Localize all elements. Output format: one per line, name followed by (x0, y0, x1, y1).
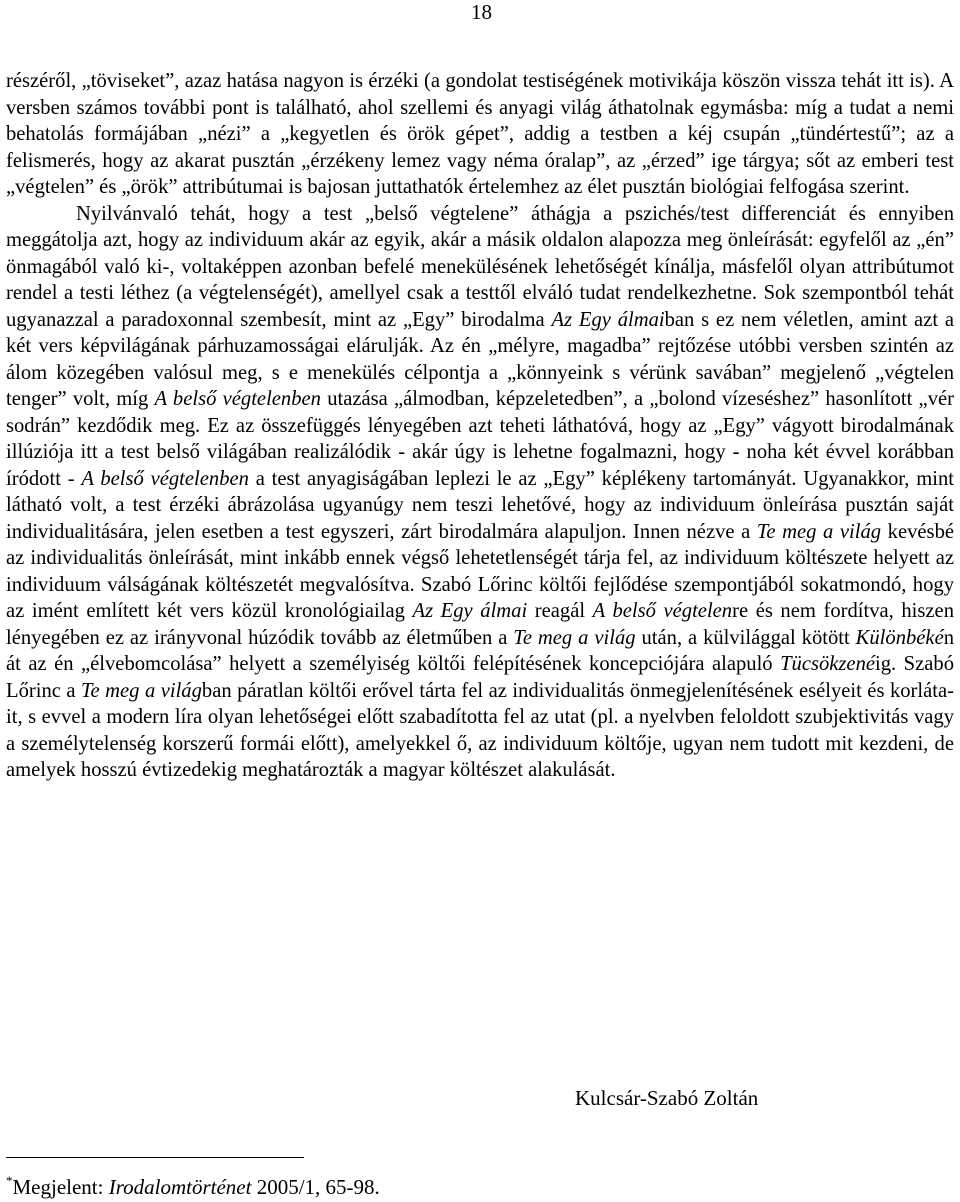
italic-title: Te meg a világ (513, 626, 636, 649)
italic-title: A belső végtelenben (81, 467, 249, 490)
italic-title: A belső végtelen (592, 600, 733, 622)
footnote-journal: Irodalomtörténet (108, 1175, 252, 1199)
italic-title: Te meg a világ (80, 679, 202, 702)
footnote-citation: 2005/1, 65-98. (251, 1175, 380, 1199)
text-run: ig. Szabó Lőrinc a (6, 653, 954, 702)
text-run: ban páratlan költői erővel tárta fel az individualitás önmegjelenítésének esélyeit és korlátаit, s evvel a modern líra olyan lehetőségei előtt szabadította fel az utat (pl. a nyelvben feloldott szubjektivitás vagy a személytelenség korszerű formái előtt), amelyekkel ő, az individuum költője, ugyan nem tudott mit kezdeni, de amelyek hosszú évtizedekig meghatározták a magyar költészet alakulását. (6, 679, 954, 781)
author-signature: Kulcsár-Szabó Zoltán (575, 1086, 759, 1110)
text-run: re és nem fordítva, hiszen lényegében ez az irányvonal húzódik tovább az életműben a (6, 600, 954, 649)
text-run: a test anyagiságában leplezi le az „Egy” képlékeny tartományát. Ugyanakkor, mint látható volt, a test érzéki ábrázolása ugyanúgy nem teszi lehetővé, hogy az individuum önleírása pusztán saját individualitására, jelen esetben a test egyszeri, zárt birodalmára alapuljon. Innen nézve a (6, 467, 955, 543)
text-run: ban s ez nem véletlen, amint azt a két vers képvilágának párhuzamosságai elárulják. Az én „mélyre, magadba” rejtőzése utóbbi versben szintén az álom közegében valósul meg, s e menekülés célpontja a „könnyeink s vérünk savában” megjelenő „végtelen tenger” volt, míg (6, 308, 954, 410)
article-body (6, 68, 954, 784)
italic-title: Az Egy álmai (551, 308, 665, 331)
italic-title: Te meg a világ (756, 520, 882, 543)
footnote-marker: * (6, 1173, 13, 1188)
italic-title: Különbéké (855, 626, 944, 649)
text-run: n át az én „élvebomcolása” helyett a személyiség költői felépítésének koncepciójára alapuló (6, 626, 955, 675)
text-run: részéről, „töviseket”, azaz hatása nagyon is érzéki (a gondolat testiségének motivikája köszön vissza tehát itt is). A versben számos további pont is található, ahol szellemi és anyagi világ áthatolnak egymásba: míg a tudat a nemi behatolás formájában „nézi” a „kegyetlen és örök gépet”, addig a testben a kéj csupán „tündértestű”; az a felismerés, hogy az akarat pusztán „érzékeny lemez vagy néma óralap”, az „érzed” ige tárgya; sőt az emberi test „végtelen” és „örök” attribútumai is bajosan juttathatók értelemhez az élet pusztán biológiai felfogása szerint. (6, 70, 954, 198)
text-run: utazása „álmodban, képzeletedben”, a „bolond vízeséshez” hasonlított „vér sodrán” kezdődik meg. Ez az összefüggés lényegében azt teheti láthatóvá, hogy az „Egy” vágyott birodalmának illúziója itt a test belső világában realizálódik - akár úgy is lehetne fogalmazni, hogy - noha két évvel korábban íródott - (6, 388, 954, 490)
page-number: 18 (471, 0, 492, 24)
text-run: Nyilvánvaló tehát, hogy a test „belső végtelene” áthágja a pszichés/test differenciát és ennyiben meggátolja azt, hogy az individuum akár az egyik, akár a másik oldalon alapozza meg önleírását: egyfelől az „én” önmagából való ki-, voltaképpen azonban befelé menekülésének lehetőségét kínálja, másfelől olyan attribútumot rendel a testi léthez (a végtelenségét), amellyel csak a testtől elváló tudat rendelkezhetne. Sok szempontból tehát ugyanazzal a paradoxonnal szembesít, mint az „Egy” birodalma (6, 202, 954, 331)
italic-title: A belső végtelenben (154, 388, 321, 410)
italic-title: Az Egy álmai (412, 600, 528, 622)
text-run: reagál (527, 600, 593, 622)
footnote-rule (6, 1157, 304, 1158)
text-run: után, a külvilággal kötött (635, 626, 856, 649)
italic-title: Tücsökzené (780, 653, 876, 675)
paragraph (6, 201, 954, 784)
text-run: kevésbé az individualitás önleírását, mint inkább ennek végső lehetetlenségét tárja fel, az individuum költészete helyett az individuum válságának költészetét megvalósítva. Szabó Lőrinc költői fejlődése szempontjából sokatmondó, hogy az imént említett két vers közül kronológiailag (6, 520, 955, 622)
footnote-label: Megjelent: (12, 1175, 109, 1199)
paragraph-continued (6, 68, 954, 201)
footnote (6, 1174, 380, 1200)
